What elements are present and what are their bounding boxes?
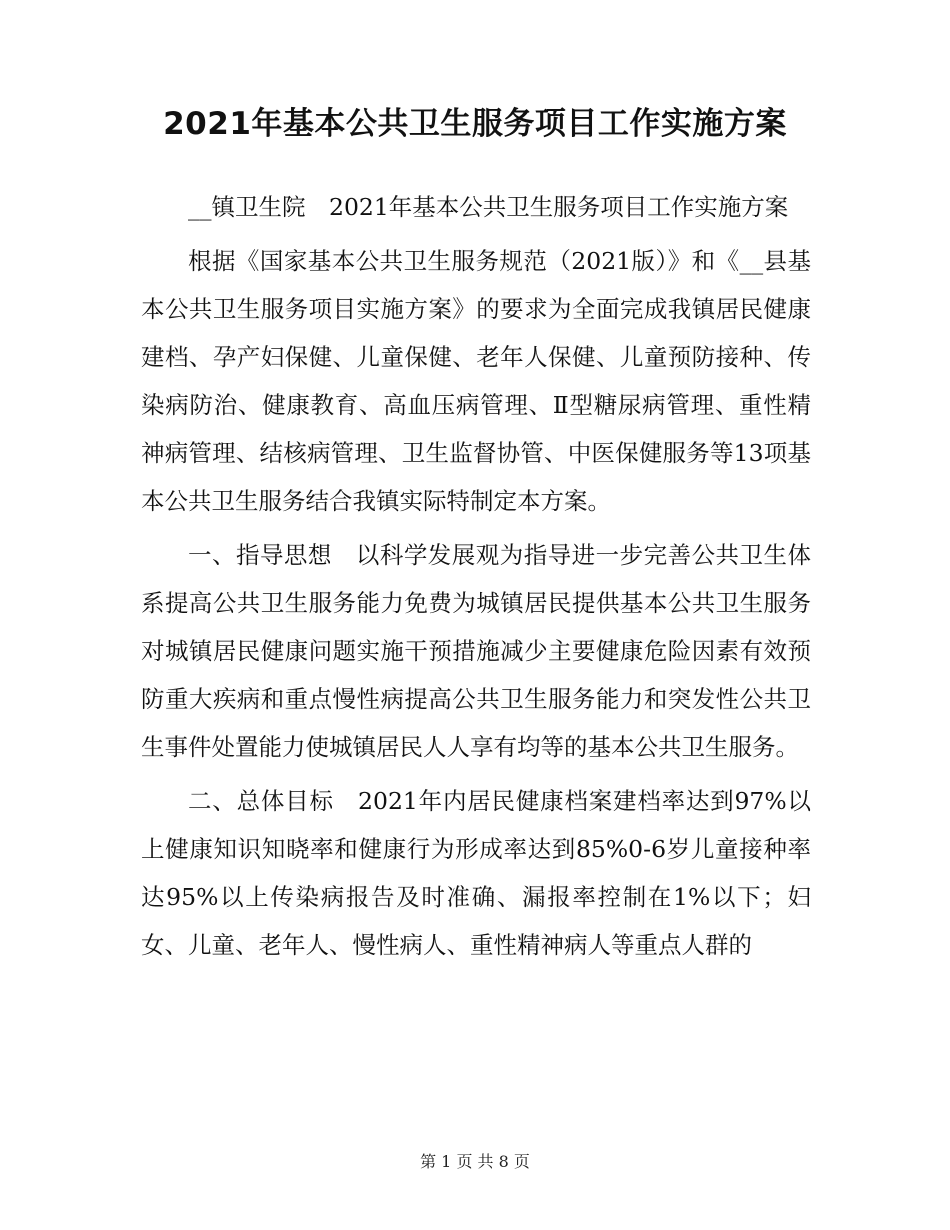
paragraph-heading-line: __镇卫生院 2021年基本公共卫生服务项目工作实施方案	[188, 193, 789, 221]
page-footer: 第 1 页 共 8 页	[420, 1152, 530, 1171]
paragraph-intro: 根据《国家基本公共卫生服务规范（2021版）》和《__县基本公共卫生服务项目实施方案》的要求为全面完成我镇居民健康建档、孕产妇保健、儿童保健、老年人保健、儿童预防接种、传染病防治、健康教育、高血压病管理、Ⅱ型糖尿病管理、重性精神病管理、结核病管理、卫生监督协管、中医保健服务等13项基本公共卫生服务结合我镇实际特制定本方案。	[141, 247, 811, 515]
paragraph-overall-goal: 二、总体目标 2021年内居民健康档案建档率达到97%以上健康知识知晓率和健康行为形成率达到85%0-6岁儿童接种率达95%以上传染病报告及时准确、漏报率控制在1%以下；妇女、儿童、老年人、慢性病人、重性精神病人等重点人群的	[141, 787, 811, 959]
paragraph-guiding-thought: 一、指导思想 以科学发展观为指导进一步完善公共卫生体系提高公共卫生服务能力免费为城镇居民提供基本公共卫生服务对城镇居民健康问题实施干预措施减少主要健康危险因素有效预防重大疾病和重点慢性病提高公共卫生服务能力和突发性公共卫生事件处置能力使城镇居民人人享有均等的基本公共卫生服务。	[141, 541, 811, 761]
document-body	[141, 183, 811, 975]
document-title: 2021年基本公共卫生服务项目工作实施方案	[163, 106, 787, 142]
